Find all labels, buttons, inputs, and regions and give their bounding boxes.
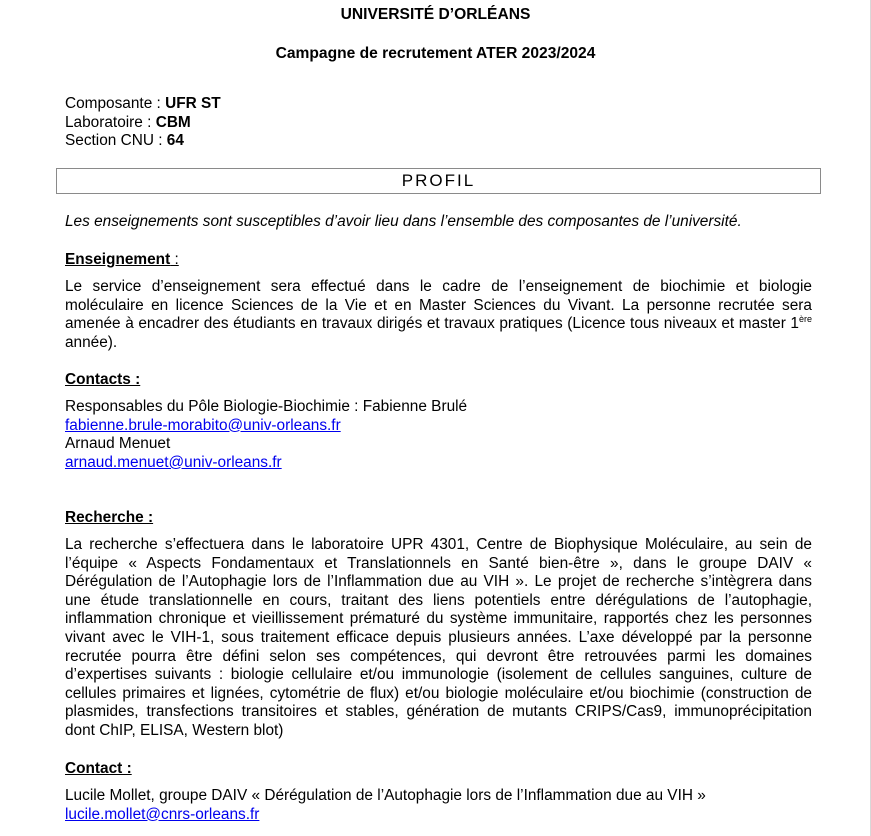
contact-text: Lucile Mollet, groupe DAIV « Dérégulation de l’Autophagie lors de l’Inflammation due au VIH »: [65, 787, 706, 804]
enseignement-superscript: ère: [798, 314, 812, 325]
contact-heading: Contact :: [65, 760, 132, 777]
recherche-heading: Recherche :: [65, 509, 154, 526]
section-value: 64: [166, 132, 184, 150]
enseignement-text-part2: année).: [65, 333, 118, 351]
enseignement-heading-suffix: :: [170, 251, 179, 268]
contact-block: [65, 787, 812, 824]
enseignement-text-part1: Le service d’enseignement sera effectué dans le cadre de l’enseignement de biochimie et biologie moléculaire en licence Sciences de la Vie et en Master Sciences du Vivant. La personne recrutée sera amenée à encadrer des étudiants en travaux dirigés et travaux pratiques (Licence tous niveaux et master 1: [65, 278, 812, 333]
email-link-lucile[interactable]: lucile.mollet@cnrs-orleans.fr: [65, 805, 260, 823]
contacts-responsables: Responsables du Pôle Biologie-Biochimie : Fabienne Brulé: [65, 398, 468, 415]
section-label: Section CNU :: [65, 132, 167, 150]
email-link-fabienne[interactable]: fabienne.brule-morabito@univ-orleans.fr: [65, 416, 341, 434]
university-title: UNIVERSITÉ D’ORLÉANS: [340, 6, 531, 23]
campaign-title: Campagne de recrutement ATER 2023/2024: [275, 45, 596, 62]
laboratoire-line: [65, 114, 812, 133]
enseignement-text: [65, 278, 812, 352]
laboratoire-label: Laboratoire :: [65, 113, 156, 131]
info-block: [65, 95, 812, 151]
laboratoire-value: CBM: [155, 113, 191, 131]
email-link-arnaud[interactable]: arnaud.menuet@univ-orleans.fr: [65, 453, 282, 471]
composante-value: UFR ST: [165, 95, 221, 112]
location-note: Les enseignements sont susceptibles d’avoir lieu dans l’ensemble des composantes de l’université.: [65, 213, 742, 230]
contacts-arnaud: Arnaud Menuet: [65, 435, 171, 453]
contacts-block: [65, 398, 812, 472]
recherche-text: La recherche s’effectuera dans le laboratoire UPR 4301, Centre de Biophysique Moléculaire, au sein de l’équipe « Aspects Fondamentaux et Translationnels en Santé bien-être », dans le groupe DAIV « Dérégulation de l’Autophagie lors de l’Inflammation due au VIH ». Le projet de recherche s’intègrera dans une étude translationnelle en cours, traitant des liens potentiels entre dérégulations de l’autophagie, inflammation chronique et vieillissement prématuré du système immunitaire, rapportés chez les personnes vivant avec le VIH-1, sous traitement efficace depuis plusieurs années. L’axe développé par la personne recrutée pourra être défini selon ses compétences, qui devront être retrouvées parmi les domaines d’expertises suivants : biologie cellulaire et/ou immunologie (isolement de cellules sanguines, culture de cellules primaires et lignées, cytométrie de flux) et/ou biologie moléculaire et/ou biochimie (construction de plasmides, transfections transitoires et stables, génération de mutants CRIPS/Cas9, immunoprécipitation dont ChIP, ELISA, Western blot): [65, 536, 812, 739]
composante-line: [65, 95, 812, 114]
composante-label: Composante :: [65, 95, 166, 112]
section-line: [65, 132, 812, 151]
enseignement-heading-text: Enseignement: [65, 251, 171, 268]
enseignement-heading: [65, 251, 179, 270]
profil-banner: PROFIL: [56, 168, 821, 194]
contacts-heading: Contacts :: [65, 371, 141, 388]
